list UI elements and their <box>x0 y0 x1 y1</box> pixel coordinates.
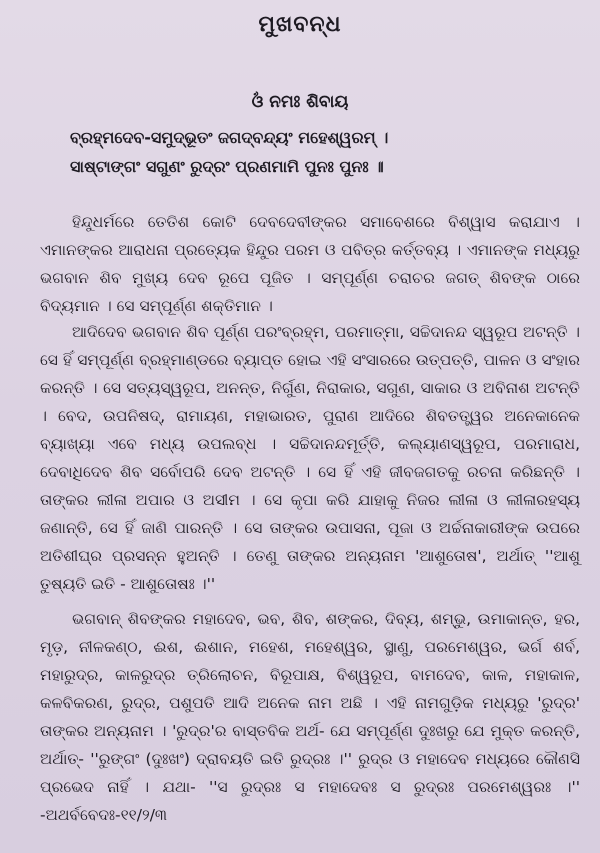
page-title: ମୁଖବନ୍ଧ <box>258 12 342 37</box>
invocation-heading: ଓଁ ନମଃ ଶିବାୟ <box>251 92 349 112</box>
paragraph-1: ହିନ୍ଦୁଧର୍ମରେ ତେତିଶ କୋଟି ଦେବଦେବୀଙ୍କର ସମାବେଶରେ ବିଶ୍ୱାସ କରାଯାଏ । ଏମାନଙ୍କର ଆରାଧନା ପ୍ରତ୍ୟେକ ହିନ୍ଦୁର ପରମ ଓ ପବିତ୍ର କର୍ତ୍ତବ୍ୟ । ଏମାନଙ୍କ ମଧ୍ୟରୁ ଭଗବାନ ଶିବ ମୁଖ୍ୟ ଦେବ ରୂପେ ପୂଜିତ । ସମ୍ପୂର୍ଣ୍ଣ ଚରାଚର ଜଗତ୍ ଶିବଙ୍କ ଠାରେ ବିଦ୍ୟମାନ । ସେ ସମ୍ପୂର୍ଣ୍ଣ ଶକ୍ତିମାନ । <box>40 213 580 315</box>
verse-line-1: ବ୍ରହ୍ମଦେବ-ସମୁଦ୍‌ଭୂତଂ ଜଗଦ୍‌ବନ୍ଦ୍ୟଂ ମହେଶ୍ୱରମ୍ । <box>70 128 389 147</box>
paragraph-3: ଭଗବାନ୍ ଶିବଙ୍କର ମହାଦେବ, ଭବ, ଶିବ, ଶଙ୍କର, ଦିବ୍ୟ, ଶମ୍ଭୁ, ଉମାକାନ୍ତ, ହର, ମୃଡ଼, ନୀଳକଣ୍ଠ, ଈଶ, ଈଶାନ, ମହେଶ, ମହେଶ୍ୱର, ସ୍ଥାଣୁ, ପରମେଶ୍ୱର, ଭର୍ଗ ଶର୍ବ, ମହାରୁଦ୍ର, କାଳରୁଦ୍ର ତ୍ରିଲୋଚନ, ବିରୂପାକ୍ଷ, ବିଶ୍ୱରୂପ, ବାମଦେବ, କାଳ, ମହାକାଳ, କଳବିକରଣ, ରୁଦ୍ର, ପଶୁପତି ଆଦି ଅନେକ ନାମ ଅଛି । ଏହି ନାମଗୁଡ଼ିକ ମଧ୍ୟରୁ 'ରୁଦ୍ର' ତାଙ୍କର ଅନ୍ୟନାମ । 'ରୁଦ୍ର'ର ବାସ୍ତବିକ ଅର୍ଥ- ଯେ ସମ୍ପୂର୍ଣ୍ଣ ଦୁଃଖରୁ ଯେ ମୁକ୍ତ କରନ୍ତି, ଅର୍ଥାତ୍- ''ରୁଙ୍ଗଂ (ଦୁଃଖଂ) ଦ୍ରାବୟତି ଇତି ରୁଦ୍ରଃ ।'' ରୁଦ୍ର ଓ ମହାଦେବ ମଧ୍ୟରେ କୌଣସି ପ୍ରଭେଦ ନାହିଁ । ଯଥା- ''ସ ରୁଦ୍ରଃ ସ ମହାଦେବଃ ସ ରୁଦ୍ରଃ ପରମେଶ୍ୱରଃ ।'' -ଅଥର୍ବବେଦଃ-୧୧/୨/୩ <box>40 610 580 824</box>
paragraph-2: ଆଦିଦେବ ଭଗବାନ ଶିବ ପୂର୍ଣ୍ଣ ପରଂବ୍ରହ୍ମ, ପରମାତ୍ମା, ସଚ୍ଚିଦାନନ୍ଦ ସ୍ୱରୂପ ଅଟନ୍ତି । ସେ ହିଁ ସମ୍ପୂର୍ଣ୍ଣ ବ୍ରହ୍ମାଣ୍ଡରେ ବ୍ୟାପ୍ତ ହୋଇ ଏହି ସଂସାରରେ ଉତ୍ପତ୍ତି, ପାଳନ ଓ ସଂହାର କରନ୍ତି । ସେ ସତ୍ୟସ୍ୱରୂପ, ଅନନ୍ତ, ନିର୍ଗୁଣ, ନିରାକାର, ସଗୁଣ, ସାକାର ଓ ଅବିନାଶ ଅଟନ୍ତି । ବେଦ, ଉପନିଷଦ୍, ରାମାୟଣ, ମହାଭାରତ, ପୁରାଣ ଆଦିରେ ଶିବତତ୍ତ୍ୱର ଅନେକାନେକ ବ୍ୟାଖ୍ୟା ଏବେ ମଧ୍ୟ ଉପଲବ୍ଧ । ସଚ୍ଚିଦାନନ୍ଦମୂର୍ତ୍ତି, କଲ୍ୟାଣସ୍ୱରୂପ, ପରମାରାଧ, ଦେବାଧିଦେବ ଶିବ ସର୍ବୋପରି ଦେବ ଅଟନ୍ତି । ସେ ହିଁ ଏହି ଜୀବଜଗତକୁ ରଚନା କରିଛନ୍ତି । ତାଙ୍କର ଲୀଳା ଅପାର ଓ ଅସୀମ । ସେ କୃପା କରି ଯାହାକୁ ନିଜର ଲୀଳା ଓ ଲୀଳାରହସ୍ୟ ଜଣାନ୍ତି, ସେ ହିଁ ଜାଣି ପାରନ୍ତି । ସେ ତାଙ୍କର ଉପାସନା, ପୂଜା ଓ ଅର୍ଚ୍ଚନାକାରୀଙ୍କ ଉପରେ ଅତିଶୀଘ୍ର ପ୍ରସନ୍ନ ହୁଅନ୍ତି । ତେଣୁ ତାଙ୍କର ଅନ୍ୟନାମ 'ଆଶୁତୋଷ', ଅର୍ଥାତ୍ ''ଆଶୁ ତୁଷ୍ୟତି ଇତି - ଆଶୁତୋଷଃ ।'' <box>40 323 580 593</box>
verse-line-2: ସାଷ୍ଟାଙ୍ଗଂ ସଗୁଣଂ ରୁଦ୍ରଂ ପ୍ରଣମାମି ପୁନଃ ପୁନଃ ॥ <box>70 157 384 176</box>
